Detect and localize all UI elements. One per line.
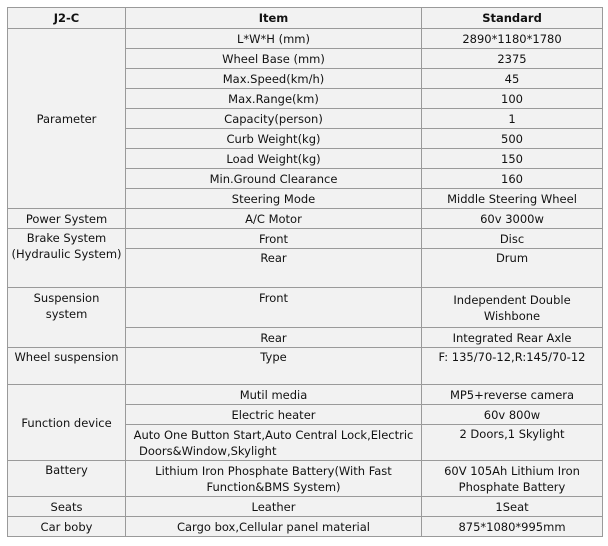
category-line: (Hydraulic System) bbox=[11, 247, 122, 261]
category-line: system bbox=[45, 307, 88, 321]
item-cell bbox=[126, 425, 422, 461]
category-line: Suspension bbox=[33, 291, 100, 305]
category-seats: Seats bbox=[8, 497, 126, 517]
standard-cell bbox=[422, 249, 603, 288]
category-suspension-system bbox=[8, 288, 126, 348]
item-cell: Curb Weight(kg) bbox=[126, 129, 422, 149]
item-text: Front bbox=[258, 291, 289, 305]
standard-cell: 2890*1180*1780 bbox=[422, 29, 603, 49]
item-text: Rear bbox=[260, 251, 287, 265]
table-row bbox=[8, 497, 603, 517]
table-row bbox=[8, 385, 603, 405]
table-row bbox=[8, 348, 603, 385]
header-item: Item bbox=[126, 8, 422, 29]
standard-cell: 1Seat bbox=[422, 497, 603, 517]
item-cell: A/C Motor bbox=[126, 209, 422, 229]
standard-line: Wishbone bbox=[483, 308, 541, 323]
category-battery bbox=[8, 461, 126, 497]
category-line: Brake System bbox=[26, 231, 107, 245]
category-car-body: Car boby bbox=[8, 517, 126, 537]
item-cell: Electric heater bbox=[126, 405, 422, 425]
item-line: Doors&Window,Skylight bbox=[139, 443, 277, 458]
standard-text: 2 Doors,1 Skylight bbox=[459, 427, 565, 441]
standard-cell: Integrated Rear Axle bbox=[422, 328, 603, 348]
category-power-system: Power System bbox=[8, 209, 126, 229]
spec-table-container bbox=[7, 7, 603, 537]
standard-cell bbox=[422, 348, 603, 385]
item-cell: Max.Speed(km/h) bbox=[126, 69, 422, 89]
item-cell: Load Weight(kg) bbox=[126, 149, 422, 169]
item-cell: Steering Mode bbox=[126, 189, 422, 209]
item-cell: Mutil media bbox=[126, 385, 422, 405]
item-line: Lithium Iron Phosphate Battery(With Fast bbox=[155, 463, 392, 478]
standard-cell: 150 bbox=[422, 149, 603, 169]
standard-cell: 45 bbox=[422, 69, 603, 89]
item-cell bbox=[126, 348, 422, 385]
item-cell: Cargo box,Cellular panel material bbox=[126, 517, 422, 537]
item-cell: Leather bbox=[126, 497, 422, 517]
item-cell bbox=[126, 288, 422, 328]
standard-line: Independent Double bbox=[453, 292, 571, 307]
item-cell: L*W*H (mm) bbox=[126, 29, 422, 49]
standard-cell bbox=[422, 461, 603, 497]
category-wheel-suspension bbox=[8, 348, 126, 385]
standard-cell bbox=[422, 425, 603, 461]
standard-cell: 160 bbox=[422, 169, 603, 189]
category-function-device: Function device bbox=[8, 385, 126, 461]
item-line: Function&BMS System) bbox=[206, 479, 341, 494]
standard-line: Phosphate Battery bbox=[458, 479, 566, 494]
item-cell: Max.Range(km) bbox=[126, 89, 422, 109]
standard-cell: 875*1080*995mm bbox=[422, 517, 603, 537]
item-cell bbox=[126, 461, 422, 497]
standard-text: F: 135/70-12,R:145/70-12 bbox=[438, 350, 586, 364]
standard-cell: 60v 3000w bbox=[422, 209, 603, 229]
standard-cell: 2375 bbox=[422, 49, 603, 69]
item-cell bbox=[126, 249, 422, 288]
item-cell: Capacity(person) bbox=[126, 109, 422, 129]
table-row bbox=[8, 288, 603, 328]
standard-cell: Disc bbox=[422, 229, 603, 249]
category-text: Battery bbox=[45, 463, 88, 477]
table-row bbox=[8, 517, 603, 537]
table-row bbox=[8, 29, 603, 49]
table-row bbox=[8, 229, 603, 249]
header-standard: Standard bbox=[422, 8, 603, 29]
category-parameter: Parameter bbox=[8, 29, 126, 209]
category-brake-system bbox=[8, 229, 126, 288]
standard-cell bbox=[422, 288, 603, 328]
standard-cell: Middle Steering Wheel bbox=[422, 189, 603, 209]
item-cell: Front bbox=[126, 229, 422, 249]
item-cell: Rear bbox=[126, 328, 422, 348]
standard-line: 60V 105Ah Lithium Iron bbox=[444, 463, 580, 478]
standard-cell: MP5+reverse camera bbox=[422, 385, 603, 405]
standard-text: Drum bbox=[495, 251, 529, 265]
standard-cell: 1 bbox=[422, 109, 603, 129]
table-row bbox=[8, 209, 603, 229]
item-text: Type bbox=[260, 350, 287, 364]
header-row bbox=[8, 8, 603, 29]
item-cell: Wheel Base (mm) bbox=[126, 49, 422, 69]
category-text: Wheel suspension bbox=[14, 350, 119, 364]
standard-cell: 60v 800w bbox=[422, 405, 603, 425]
item-line: Auto One Button Start,Auto Central Lock,Electric bbox=[133, 427, 414, 442]
table-row bbox=[8, 461, 603, 497]
header-model: J2-C bbox=[8, 8, 126, 29]
standard-cell: 500 bbox=[422, 129, 603, 149]
spec-table bbox=[7, 7, 603, 537]
item-cell: Min.Ground Clearance bbox=[126, 169, 422, 189]
standard-cell: 100 bbox=[422, 89, 603, 109]
